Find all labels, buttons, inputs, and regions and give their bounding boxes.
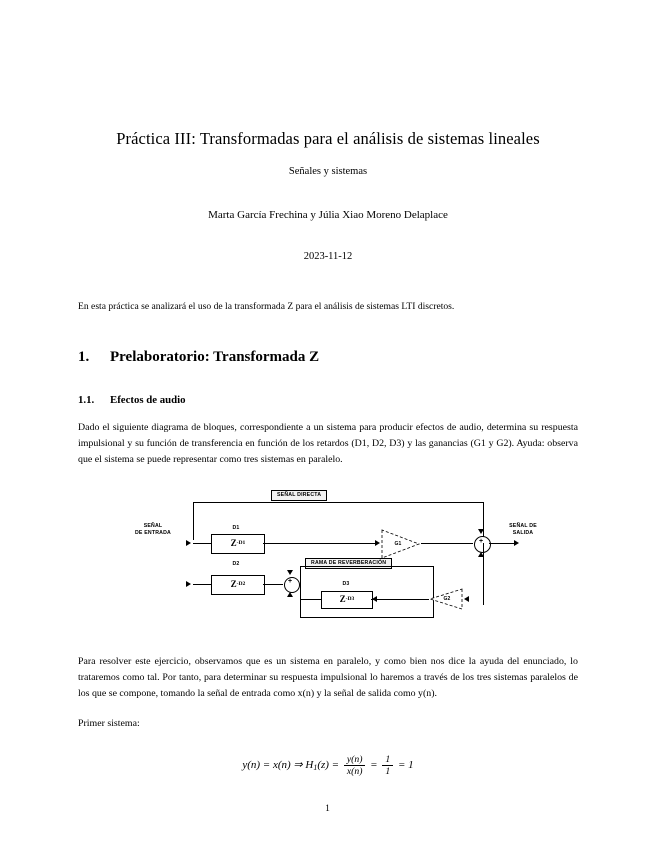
document-authors: Marta García Frechina y Júlia Xiao Moreno Delaplace: [208, 209, 448, 222]
equation-equals-1: =: [370, 759, 378, 772]
label-d3: D3: [342, 580, 350, 587]
line-d3-to-g2: [371, 599, 429, 600]
adder-plus-sign: +: [479, 537, 484, 545]
equation-lhs: y(n) = x(n) ⇒ H: [242, 759, 314, 772]
delay-block-d3-text: Z: [339, 594, 346, 605]
arrowhead-to-g1: [375, 540, 380, 546]
equation-equals-2: = 1: [397, 759, 414, 772]
delay-block-d3: [321, 591, 373, 609]
fraction-1-numerator: y(n): [344, 754, 366, 766]
paragraph-1: Dado el siguiente diagrama de bloques, correspondiente a un sistema para producir efectos de audio, determina su respuesta impulsional y su función de transferencia en función de los retardos (D1, D2, D3) y las ganancias (G1 y G2). Ayuda: observa que el sistema se puede representar como tres sistemas en paralelo.: [78, 421, 578, 465]
output-arrowhead: [514, 540, 519, 546]
section-title: Prelaboratorio: Transformada Z: [110, 348, 320, 365]
label-d2: D2: [232, 560, 240, 567]
line-to-d2: [193, 584, 211, 585]
document-abstract: En esta práctica se analizará el uso de la transformada Z para el análisis de sistemas LTI discretos.: [78, 301, 455, 313]
input-arrowhead: [186, 540, 191, 546]
fraction-2-numerator: 1: [382, 754, 393, 766]
delay-block-d1-text: Z: [230, 538, 237, 549]
block-diagram-canvas: [93, 488, 563, 640]
paragraph-3: Primer sistema:: [78, 718, 140, 730]
label-d1: D1: [232, 524, 240, 531]
fraction-1-denominator: x(n): [346, 766, 363, 778]
page-number: 1: [325, 804, 330, 814]
direct-path-line: [193, 502, 483, 503]
delay-block-d2-text: Z: [230, 579, 237, 590]
label-g1: G1: [394, 540, 402, 547]
direct-path-right-vertical: [483, 502, 484, 540]
feedback-vertical-line: [483, 543, 484, 605]
d2-input-arrowhead: [186, 581, 191, 587]
adder2-plus-sign: +: [288, 577, 293, 585]
equation-lhs-sub: 1: [313, 763, 318, 773]
delay-block-d2: [211, 575, 265, 595]
direct-path-left-vertical: [193, 502, 194, 540]
equation-fraction-2: [382, 754, 393, 777]
adder-top-arrow: [478, 529, 484, 534]
label-g2: G2: [443, 595, 451, 602]
page-title: Práctica III: Transformadas para el análisis de sistemas lineales: [116, 129, 540, 148]
equation-fraction-1: [344, 754, 366, 777]
document-content: [78, 0, 578, 777]
fraction-2-denominator: 1: [385, 766, 391, 778]
subsection-title: Efectos de audio: [110, 393, 186, 406]
line-d1-to-g1: [263, 543, 378, 544]
d3-feedback-arrowhead: [372, 596, 377, 602]
line-left-of-d3: [301, 599, 321, 600]
delay-block-d1: [211, 534, 265, 554]
label-senal-salida-line1: SEÑAL DE: [509, 522, 537, 529]
delay-block-d2-exponent: -D2: [236, 581, 246, 588]
subsection-heading-1-1: [78, 394, 578, 406]
label-senal-entrada-line1: SEÑAL: [143, 522, 163, 529]
delay-block-d3-exponent: -D3: [345, 596, 355, 603]
label-senal-salida-line2: SALIDA: [512, 529, 534, 536]
equation-lhs-rest: (z) =: [317, 759, 340, 772]
label-senal-entrada-line2: DE ENTRADA: [134, 529, 171, 536]
label-senal-directa: SEÑAL DIRECTA: [271, 490, 327, 501]
paragraph-2: Para resolver este ejercicio, observamos que es un sistema en paralelo, y como bien nos dice la ayuda del enunciado, lo trataremos como tal. Por tanto, para determinar su respuesta impulsional lo haremos a través de los tres sistemas paralelos de los que se compone, tomando la señal de entrada como x(n) y la señal de salida como y(n).: [78, 655, 578, 700]
adder2-top-arrow: [287, 570, 293, 575]
section-heading-1: [78, 349, 578, 366]
block-diagram-figure: [78, 488, 578, 640]
adder2-bottom-arrow: [287, 592, 293, 597]
delay-block-d1-exponent: -D1: [236, 540, 246, 547]
output-line: [489, 543, 515, 544]
line-d2-to-adder2: [263, 584, 283, 585]
document-subtitle: Señales y sistemas: [288, 166, 368, 178]
section-number: 1.: [78, 348, 90, 365]
document-date: 2023-11-12: [303, 251, 353, 263]
g2-input-arrowhead: [464, 596, 469, 602]
subsection-number: 1.1.: [78, 393, 95, 406]
line-g1-to-adder: [421, 543, 473, 544]
equation-1: [78, 754, 578, 777]
label-rama-reverberacion: RAMA DE REVERBERACIÓN: [305, 558, 392, 569]
